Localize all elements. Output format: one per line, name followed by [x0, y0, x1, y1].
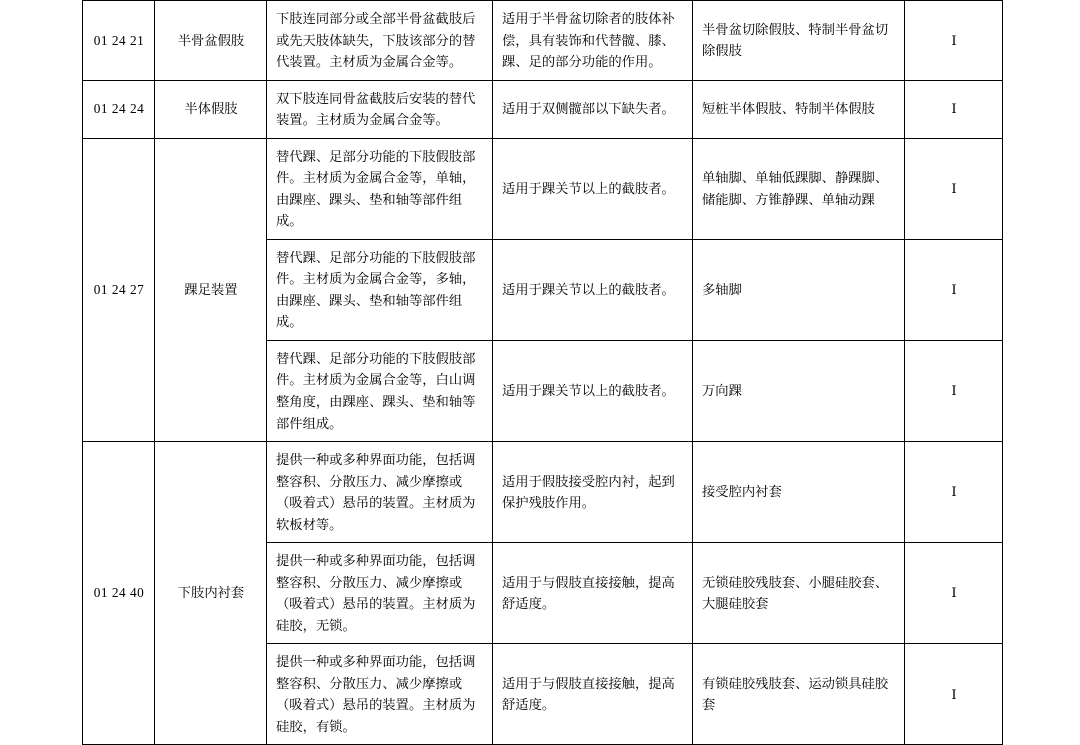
cell-code: 01 24 27 [83, 138, 155, 441]
cell-description: 替代踝、足部分功能的下肢假肢部件。主材质为金属合金等，单轴，由踝座、踝头、垫和轴等部件组成。 [267, 138, 493, 239]
cell-name: 踝足装置 [155, 138, 267, 441]
cell-scope: 适用于双侧髋部以下缺失者。 [493, 80, 693, 138]
cell-category: Ⅰ [905, 1, 1003, 81]
cell-description: 提供一种或多种界面功能，包括调整容积、分散压力、减少摩擦或（吸着式）悬吊的装置。主材质为软板材等。 [267, 442, 493, 543]
cell-name: 半体假肢 [155, 80, 267, 138]
table-row [83, 80, 1003, 138]
cell-examples: 半骨盆切除假肢、特制半骨盆切除假肢 [693, 1, 905, 81]
cell-examples: 多轴脚 [693, 239, 905, 340]
cell-examples: 无锁硅胶残肢套、小腿硅胶套、大腿硅胶套 [693, 543, 905, 644]
cell-category: Ⅰ [905, 340, 1003, 441]
cell-name: 下肢内衬套 [155, 442, 267, 745]
cell-examples: 单轴脚、单轴低踝脚、静踝脚、储能脚、方锥静踝、单轴动踝 [693, 138, 905, 239]
specification-table [82, 0, 1003, 745]
cell-code: 01 24 24 [83, 80, 155, 138]
cell-category: Ⅰ [905, 644, 1003, 745]
cell-examples: 接受腔内衬套 [693, 442, 905, 543]
cell-code: 01 24 40 [83, 442, 155, 745]
cell-description: 替代踝、足部分功能的下肢假肢部件。主材质为金属合金等，多轴，由踝座、踝头、垫和轴等部件组成。 [267, 239, 493, 340]
cell-examples: 短桩半体假肢、特制半体假肢 [693, 80, 905, 138]
cell-description: 提供一种或多种界面功能，包括调整容积、分散压力、减少摩擦或（吸着式）悬吊的装置。主材质为硅胶，无锁。 [267, 543, 493, 644]
cell-category: Ⅰ [905, 543, 1003, 644]
cell-category: Ⅰ [905, 80, 1003, 138]
cell-category: Ⅰ [905, 442, 1003, 543]
cell-name: 半骨盆假肢 [155, 1, 267, 81]
cell-code: 01 24 21 [83, 1, 155, 81]
cell-description: 替代踝、足部分功能的下肢假肢部件。主材质为金属合金等，白山调整角度，由踝座、踝头、垫和轴等部件组成。 [267, 340, 493, 441]
table-body [83, 1, 1003, 745]
cell-description: 双下肢连同骨盆截肢后安装的替代装置。主材质为金属合金等。 [267, 80, 493, 138]
cell-scope: 适用于假肢接受腔内衬，起到保护残肢作用。 [493, 442, 693, 543]
table-row [83, 442, 1003, 543]
cell-scope: 适用于踝关节以上的截肢者。 [493, 340, 693, 441]
cell-examples: 万向踝 [693, 340, 905, 441]
cell-scope: 适用于踝关节以上的截肢者。 [493, 239, 693, 340]
table-row [83, 138, 1003, 239]
cell-category: Ⅰ [905, 138, 1003, 239]
cell-description: 下肢连同部分或全部半骨盆截肢后或先天肢体缺失，下肢该部分的替代装置。主材质为金属合金等。 [267, 1, 493, 81]
table-row [83, 1, 1003, 81]
cell-scope: 适用于与假肢直接接触，提高舒适度。 [493, 543, 693, 644]
cell-category: Ⅰ [905, 239, 1003, 340]
cell-scope: 适用于与假肢直接接触，提高舒适度。 [493, 644, 693, 745]
cell-examples: 有锁硅胶残肢套、运动锁具硅胶套 [693, 644, 905, 745]
cell-scope: 适用于半骨盆切除者的肢体补偿，具有装饰和代替髋、膝、踝、足的部分功能的作用。 [493, 1, 693, 81]
cell-description: 提供一种或多种界面功能，包括调整容积、分散压力、减少摩擦或（吸着式）悬吊的装置。主材质为硅胶，有锁。 [267, 644, 493, 745]
cell-scope: 适用于踝关节以上的截肢者。 [493, 138, 693, 239]
